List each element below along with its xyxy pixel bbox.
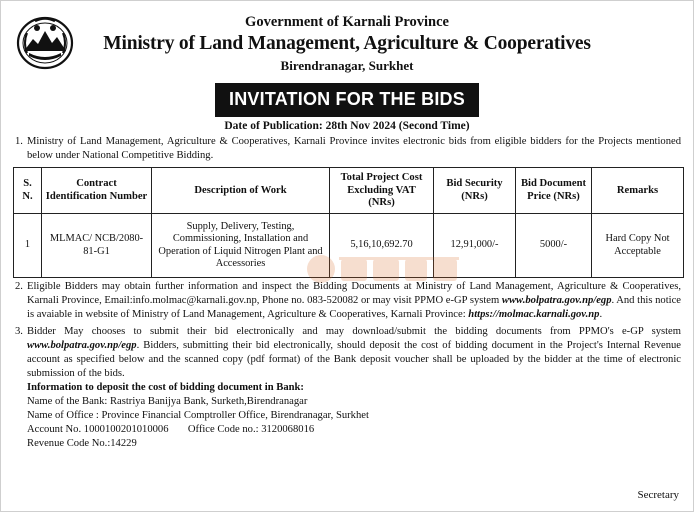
header-price: Bid Document Price (NRs) — [516, 168, 592, 214]
paragraph-3-text-b: . Bidders, submitting their bid electronically, should deposit the cost of bidding document in the Project's Internal Revenue account as specified below and the scanned copy (pdf format) of the Bank deposit voucher shall be uploaded by the bidder at the time of electronic submission of the bids. — [27, 339, 681, 379]
paragraph-2-text-b: . And this notice is avaiable in website of Ministry of Land Management, Agriculture & Cooperatives, Karnali Province: — [27, 295, 681, 321]
paragraph-3-number: 3. — [15, 326, 23, 338]
ministry-name: Ministry of Land Management, Agriculture & Cooperatives — [103, 33, 591, 54]
cell-remarks: Hard Copy Not Acceptable — [592, 214, 684, 278]
banner-wrap — [13, 83, 681, 117]
table-row — [14, 214, 684, 278]
office-code: Office Code no.: 3120068016 — [187, 423, 315, 435]
paragraph-1-text: Ministry of Land Management, Agriculture & Cooperatives, Karnali Province invites electronic bids from eligible bidders for the Projects mentioned below under National Competitive Bidding. — [27, 136, 681, 162]
account-number: Account No. 1000100201010006 — [27, 423, 169, 435]
paragraph-3 — [13, 325, 681, 381]
deposit-info-heading: Information to deposit the cost of bidding document in Bank: — [27, 381, 304, 393]
ministry-website-link[interactable]: https://molmac.karnali.gov.np — [468, 309, 600, 321]
revenue-code: Revenue Code No.:14229 — [27, 437, 137, 449]
header-security: Bid Security (NRs) — [434, 168, 516, 214]
cell-security: 12,91,000/- — [434, 214, 516, 278]
government-name: Government of Karnali Province — [245, 14, 449, 30]
egp-link[interactable]: www.bolpatra.gov.np/egp — [501, 295, 612, 307]
paragraph-3-text-a: Bidder May chooses to submit their bid electronically and may download/submit the bidding documents from PPMO's e-GP system — [27, 326, 681, 338]
header-description: Description of Work — [152, 168, 330, 214]
cell-sn: 1 — [14, 214, 42, 278]
cell-price: 5000/- — [516, 214, 592, 278]
account-line — [27, 423, 681, 437]
table-header-row — [14, 168, 684, 214]
bids-table — [13, 167, 684, 278]
notice-title-banner: INVITATION FOR THE BIDS — [215, 83, 479, 117]
cell-description: Supply, Delivery, Testing, Commissioning, Installation and Operation of Liquid Nitrogen Plant and Accessories — [152, 214, 330, 278]
paragraph-2-text-a: Eligible Bidders may obtain further information and inspect the Bidding Documents at Ministry of Land Management, Agriculture & Cooperatives, Karnali Province, Email:info.molmac@karnali.gov.np, Phone no. 083-520082 or may visit PPMO e-GP system — [27, 281, 681, 307]
header-sn: S. N. — [14, 168, 42, 214]
publication-date: Date of Publication: 28th Nov 2024 (Second Time) — [224, 120, 470, 132]
paragraph-1-number: 1. — [15, 136, 23, 148]
deposit-info — [13, 381, 681, 451]
cell-cost: 5,16,10,692.70 — [330, 214, 434, 278]
ministry-address: Birendranagar, Surkhet — [280, 58, 414, 73]
header-contract: Contract Identification Number — [42, 168, 152, 214]
cell-contract: MLMAC/ NCB/2080-81-G1 — [42, 214, 152, 278]
header-remarks: Remarks — [592, 168, 684, 214]
header-cost: Total Project Cost Excluding VAT (NRs) — [330, 168, 434, 214]
egp-link-2[interactable]: www.bolpatra.gov.np/egp — [27, 339, 137, 351]
paragraph-1 — [13, 135, 681, 163]
notice-header — [13, 5, 681, 77]
office-name: Name of Office : Province Financial Comptroller Office, Birendranagar, Surkhet — [27, 409, 369, 421]
paragraph-2-number: 2. — [15, 281, 23, 293]
bank-name: Name of the Bank: Rastriya Banijya Bank, Surketh,Birendranagar — [27, 395, 308, 407]
paragraph-2-text-c: . — [599, 309, 603, 321]
signatory: Secretary — [637, 489, 679, 502]
paragraph-2 — [13, 280, 681, 322]
